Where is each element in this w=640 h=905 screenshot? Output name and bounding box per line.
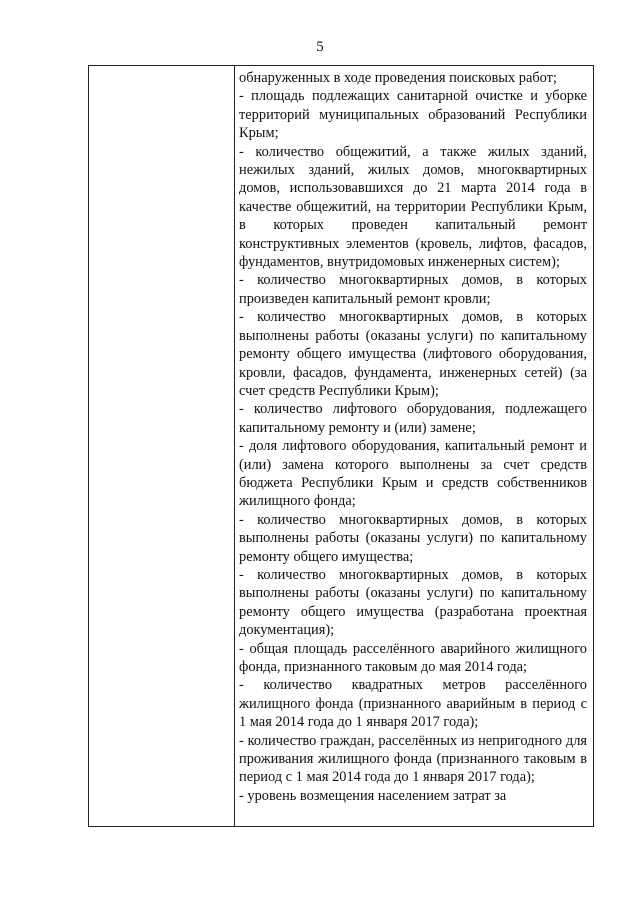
list-item: - общая площадь расселённого аварийного жилищного фонда, признанного таковым до мая 2014 года;: [239, 640, 587, 675]
list-item: - количество граждан, расселённых из непригодного для проживания жилищного фонда (признанного таковым в период с 1 мая 2014 года до 1 января 2017 года);: [239, 732, 587, 786]
list-item: - количество многоквартирных домов, в которых выполнены работы (оказаны услуги) по капитальному ремонту общего имущества (лифтового оборудования, кровли, фасадов, фундамента, инженерных сетей) (за счет средств Республики Крым);: [239, 309, 587, 399]
list-item: - количество лифтового оборудования, подлежащего капитальному ремонту и (или) замене;: [239, 401, 587, 436]
list-item: - количество многоквартирных домов, в которых выполнены работы (оказаны услуги) по капитальному ремонту общего имущества;: [239, 511, 587, 565]
list-item: - доля лифтового оборудования, капитальный ремонт и (или) замена которого выполнены за счет средств бюджета Республики Крым и средств собственников жилищного фонда;: [239, 438, 587, 510]
table-left-cell: [89, 66, 235, 827]
list-item: - количество многоквартирных домов, в которых выполнены работы (оказаны услуги) по капитальному ремонту общего имущества (разработана проектная документация);: [239, 566, 587, 639]
list-item: - количество квадратных метров расселённого жилищного фонда (признанного аварийным в период с 1 мая 2014 года до 1 января 2017 года);: [239, 677, 587, 731]
list-item: - площадь подлежащих санитарной очистке и уборке территорий муниципальных образований Республики Крым;: [239, 88, 587, 142]
table-right-cell: [235, 66, 594, 827]
page-number: 5: [316, 39, 324, 55]
indicators-table: [88, 65, 594, 827]
list-item: - количество общежитий, а также жилых зданий, нежилых зданий, жилых домов, многоквартирных домов, использовавшихся до 21 марта 2014 года в качестве общежитий, на территории Республики Крым, в которых проведен капитальный ремонт конструктивных элементов (кровель, лифтов, фасадов, фундаментов, внутридомовых инженерных систем);: [239, 143, 587, 271]
table-row: [89, 66, 594, 827]
list-item: обнаруженных в ходе проведения поисковых работ;: [239, 70, 557, 86]
list-item: - уровень возмещения населением затрат за: [239, 787, 507, 804]
list-item: - количество многоквартирных домов, в которых произведен капитальный ремонт кровли;: [239, 272, 587, 307]
